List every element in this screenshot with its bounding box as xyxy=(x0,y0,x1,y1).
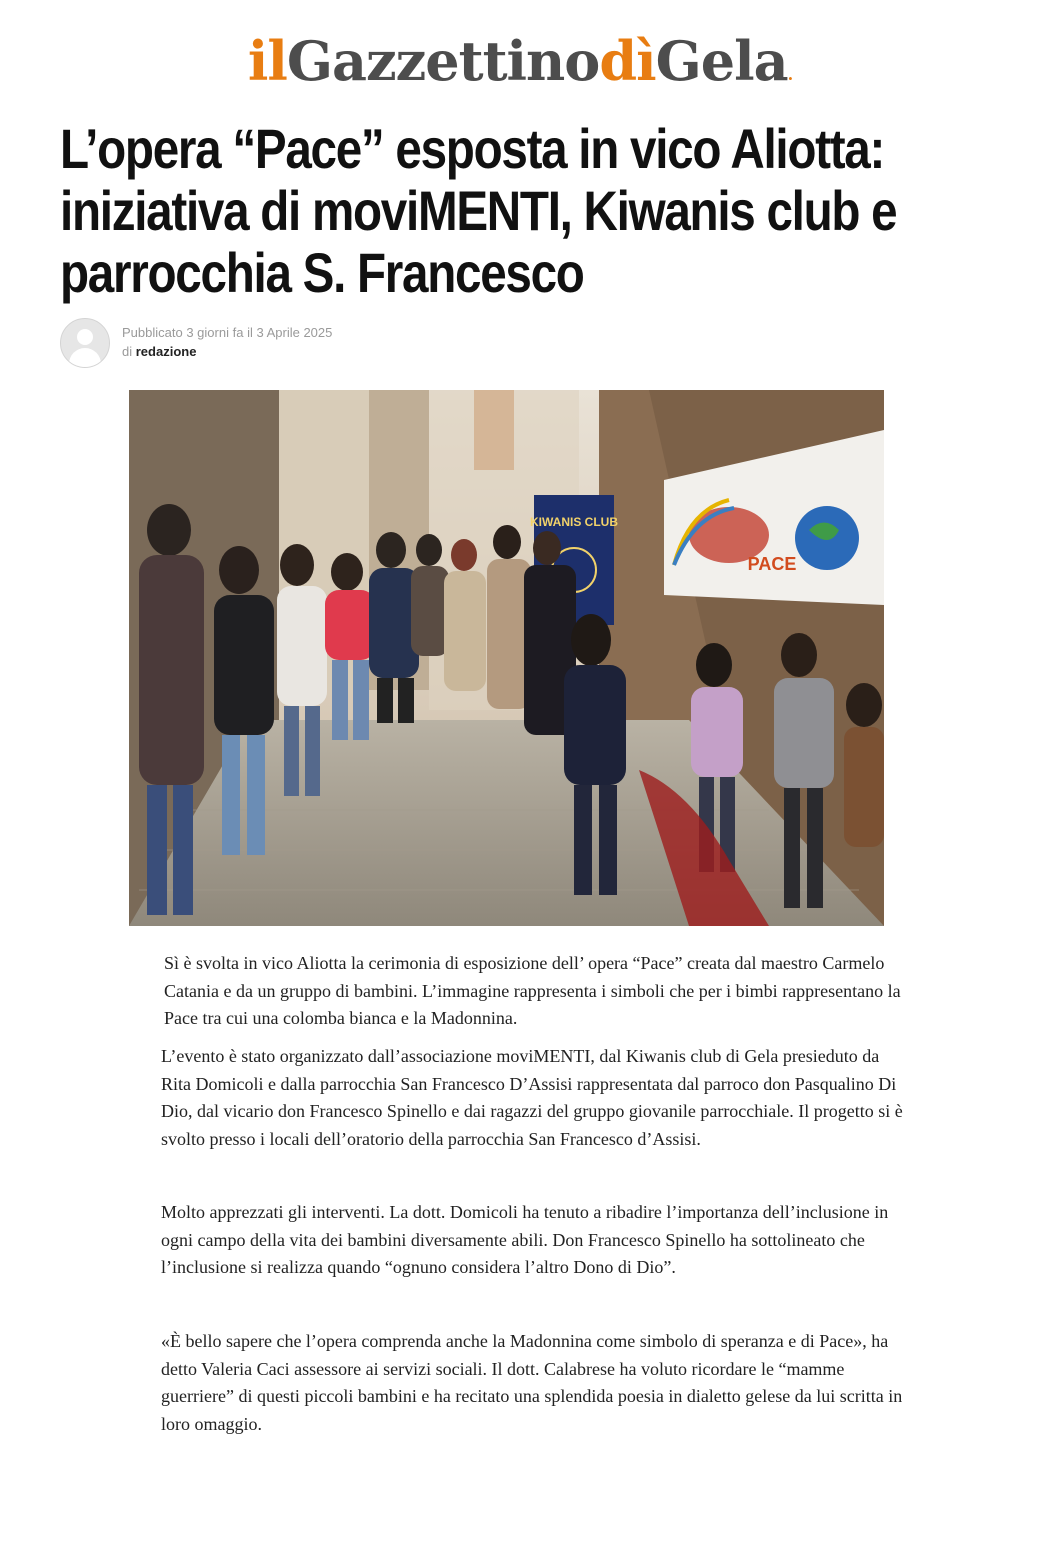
logo-dot: . xyxy=(787,65,793,84)
published-label: Pubblicato xyxy=(122,325,183,340)
date-prefix: il xyxy=(247,325,253,340)
event-photo-illustration xyxy=(129,390,884,926)
author-avatar[interactable] xyxy=(60,318,110,368)
article-photo xyxy=(129,390,884,926)
relative-time: 3 giorni fa xyxy=(186,325,244,340)
article-paragraph-3: «È bello sapere che l’opera comprenda anche la Madonnina come simbolo di speranza e di Pace», ha detto Valeria Caci assessore ai servizi sociali. Il dott. Calabrese ha voluto ricordare le “mamme guerriere” di questi piccoli bambini e ha recitato una splendida poesia in dialetto gelese da lui scritta in loro omaggio. xyxy=(161,1331,903,1434)
publish-info xyxy=(122,325,332,340)
avatar-head-shape xyxy=(77,329,93,345)
publish-date: 3 Aprile 2025 xyxy=(256,325,333,340)
logo-gela: Gela xyxy=(655,29,788,93)
logo-gazzettino: Gazzettino xyxy=(286,29,600,93)
artwork-text: PACE xyxy=(747,554,797,574)
photo-caption: Sì è svolta in vico Aliotta la cerimonia di esposizione dell’ opera “Pace” creata dal maestro Carmelo Catania e da un gruppo di bambini. L’immagine rappresenta i simboli che per i bimbi rappresentano la Pace tra cui una colomba bianca e la Madonnina. xyxy=(164,953,901,1028)
avatar-body-shape xyxy=(69,348,101,368)
article-title: L’opera “Pace” esposta in vico Aliotta: iniziativa di moviMENTI, Kiwanis club e parrocchia S. Francesco xyxy=(60,117,897,304)
author-info xyxy=(122,344,196,359)
author-prefix: di xyxy=(122,344,133,359)
logo-il: il xyxy=(247,29,287,93)
banner-text: KIWANIS CLUB xyxy=(530,515,618,529)
logo-di: dì xyxy=(599,29,656,93)
author-link[interactable]: redazione xyxy=(135,344,197,359)
site-logo[interactable] xyxy=(0,30,1040,106)
article-paragraph-1: L’evento è stato organizzato dall’associazione moviMENTI, dal Kiwanis club di Gela presieduto da Rita Domicoli e dalla parrocchia San Francesco D’Assisi rappresentata dal parroco don Pasqualino Di Dio, dal vicario don Francesco Spinello e dai ragazzi del gruppo giovanile parrocchiale. Il progetto si è svolto presso i locali dell’oratorio della parrocchia San Francesco d’Assisi. xyxy=(161,1046,903,1149)
article-paragraph-2: Molto apprezzati gli interventi. La dott. Domicoli ha tenuto a ribadire l’importanza dell’inclusione in ogni campo della vita dei bambini diversamente abili. Don Francesco Spinello ha sottolineato che l’inclusione si realizza quando “ognuno considera l’altro Dono di Dio”. xyxy=(161,1202,889,1277)
